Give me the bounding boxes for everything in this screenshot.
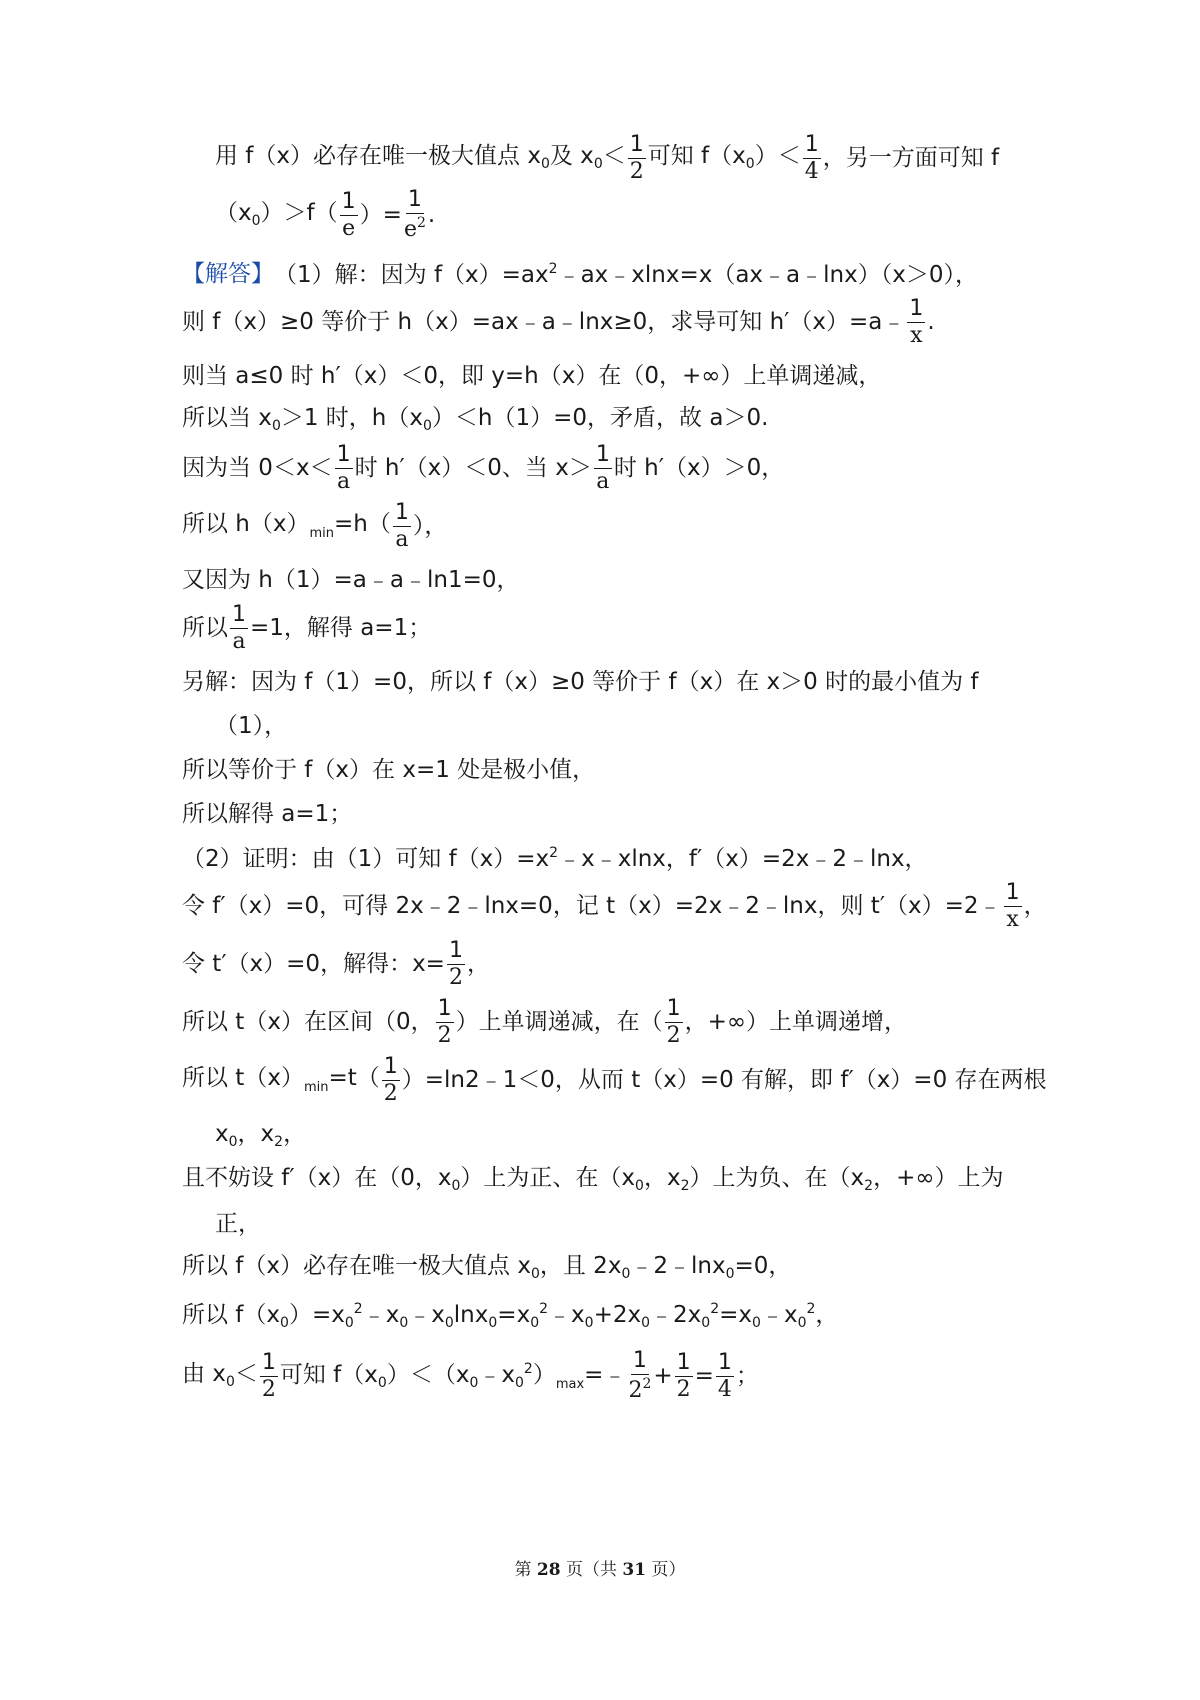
solution-label: 【解答】 (182, 260, 274, 287)
text-line: 【解答】 （1）解：因为 $f(x)=ax^2﹣ax﹣xlnx=x(ax﹣a﹣\ln x)(x>0)$， (182, 260, 978, 288)
text-line: 所以 $\frac{1}{a}$ =1，解得 a=1； (182, 601, 432, 654)
fraction: $\frac{1}{a}$ (336, 441, 351, 494)
fraction: $\frac{1}{2}$ (261, 1349, 276, 1402)
fraction: $\frac{1}{2}$ (629, 131, 644, 184)
text-line: 所以解得 a=1； (182, 800, 353, 827)
fraction: $\frac{1}{2}$ (448, 937, 463, 990)
text-line: 且不妨设 f′（x）在（0，$x_0$）上为正、在（$x_0$，$x_2$）上为负、在（$x_2$，+∞）上为 (182, 1165, 1004, 1194)
fraction: $\frac{1}{a}$ (394, 499, 409, 552)
text-line: （1）， (215, 712, 288, 739)
footer-mid: 页（共 (566, 1560, 617, 1580)
text-line: $(x_0)>f$（ $\frac{1}{e}$ ）= $\frac{1}{e^2}$ . (215, 187, 436, 242)
page-number: 28 (536, 1560, 561, 1580)
fraction: $\frac{1}{x}$ (909, 295, 924, 348)
text-line: 所以 $t(x)_{min}=t$（ $\frac{1}{2}$ ）=ln2﹣1＜0，从而 t（x）=0 有解，即 f′（x）=0 存在两根 (182, 1053, 1047, 1106)
text-line: 所以 $h(x)_{min}=h$（ $\frac{1}{a}$ ）， (182, 499, 448, 552)
text-line: （2）证明：由（1）可知 $f(x)=x^2﹣x﹣xlnx$，f′（x）=2x﹣2﹣lnx， (182, 844, 928, 872)
footer-suffix: 页） (651, 1560, 686, 1580)
text-line: 由 $x_0<$ $\frac{1}{2}$ 可知 $f(x_0)<(x_0﹣x_0^2)_{max}=﹣$ $\frac{1}{2^2}$ + $\frac{1}{2}$ = $\frac{1}{4}$ ； (182, 1348, 759, 1403)
text-line: 正， (215, 1210, 261, 1237)
fraction: $\frac{1}{e^2}$ (403, 187, 426, 242)
text-line: 所以当 $x_0>1$ 时，$h(x_0)<h(1)=0$，矛盾，故 a＞0. (182, 405, 769, 434)
text-line: $x_0$，$x_2$， (215, 1121, 307, 1150)
page-total: 31 (622, 1560, 647, 1580)
text-line: 则 f（x）≥0 等价于 h（x）=ax﹣a﹣lnx≥0，求导可知 h′（x）=a﹣ $\frac{1}{x}$ . (182, 295, 935, 348)
fraction: $\frac{1}{a}$ (232, 601, 246, 654)
text-line: 因为当 0＜x＜ $\frac{1}{a}$ 时 h′（x）＜0、当 x＞ $\frac{1}{a}$ 时 h′（x）＞0， (182, 441, 785, 494)
text-line: 另解：因为 f（1）=0，所以 f（x）≥0 等价于 f（x）在 x＞0 时的最小值为 f (182, 668, 979, 695)
text-line: 用 f（x）必存在唯一极大值点 $x_0$及 $x_0<$ $\frac{1}{2}$ 可知 $f(x_0)<$ $\frac{1}{4}$ ，另一方面可知 f (215, 131, 1000, 184)
footer-prefix: 第 (514, 1560, 532, 1580)
fraction: $\frac{1}{2}$ (666, 995, 681, 1048)
text-line: 又因为 h（1）=a﹣a﹣ln1=0， (182, 566, 520, 593)
text-line: 所以等价于 f（x）在 x=1 处是极小值， (182, 756, 596, 783)
text-line: 所以 t（x）在区间（0， $\frac{1}{2}$ ）上单调递减，在（ $\frac{1}{2}$ ，+∞）上单调递增， (182, 995, 908, 1048)
text-line: 令 f′（x）=0，可得 2x﹣2﹣lnx=0，记 t（x）=2x﹣2﹣lnx，则 t′（x）=2﹣ $\frac{1}{x}$ ， (182, 879, 1047, 932)
fraction: $\frac{1}{4}$ (717, 1349, 732, 1402)
text-line: 所以 f（x）必存在唯一极大值点 $x_0$，且 $2x_0﹣2﹣\ln x_0=0$， (182, 1253, 792, 1282)
text-line: 则当 a≤0 时 h′（x）＜0，即 y=h（x）在（0，+∞）上单调递减， (182, 362, 882, 389)
text-line: 所以 $f(x_0)=x_0^2﹣x_0﹣x_0\ln x_0=x_0^2﹣x_0+2x_0﹣2x_0^2=x_0﹣x_0^2$， (182, 1301, 839, 1331)
page-footer (0, 1555, 1200, 1580)
fraction: $\frac{1}{4}$ (804, 131, 819, 184)
fraction: $\frac{1}{e}$ (341, 188, 356, 241)
fraction: $\frac{1}{2^2}$ (628, 1348, 652, 1403)
fraction: $\frac{1}{2}$ (383, 1053, 398, 1106)
text-line: 令 t′（x）=0，解得：x= $\frac{1}{2}$ ， (182, 937, 490, 990)
fraction: $\frac{1}{a}$ (595, 441, 610, 494)
fraction: $\frac{1}{x}$ (1005, 879, 1020, 932)
fraction: $\frac{1}{2}$ (437, 995, 452, 1048)
fraction: $\frac{1}{2}$ (676, 1349, 691, 1402)
